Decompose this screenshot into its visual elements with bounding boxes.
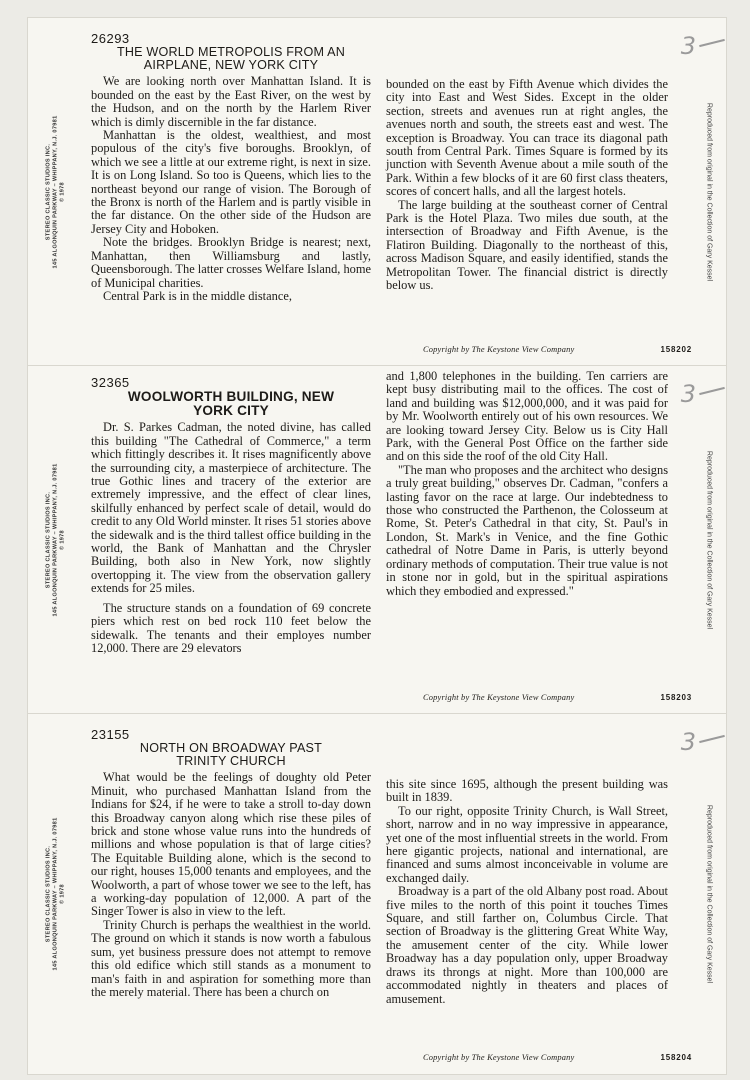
title-line: WOOLWORTH BUILDING, NEW [127, 389, 335, 405]
left-column [91, 376, 371, 655]
title-line: TRINITY CHURCH [176, 754, 286, 769]
paragraph: and 1,800 telephones in the building. Ten carriers are kept busy distributing mail to the offices. The cost of land and building was $12,000,000, and it was paid for by Mr. Woolworth entirely out of his own resources. We are looking toward Jersey City. Below us is City Hall Park, with the General Post Office on the farther side and on this side the roof of the old City Hall. [386, 369, 668, 464]
card-number: 26293 [91, 31, 130, 46]
reproduced-text: Reproduced from original in the Collection of Gary Kessel [705, 450, 713, 630]
title-line: AIRPLANE, NEW YORK CITY [143, 58, 319, 73]
paragraph: Trinity Church is perhaps the wealthiest in the world. The ground on which it stands is now worth a fabulous sum, yet business pressure does not attempt to remove this old edifice which still stands as a monument to man's faith in and aspiration for something more than the merely material. There has been a church on [91, 917, 371, 999]
card-title [91, 742, 371, 768]
title-line: YORK CITY [193, 403, 269, 419]
stereo-card-3 [28, 714, 726, 1074]
right-column [386, 778, 668, 1006]
paragraph: To our right, opposite Trinity Church, is Wall Street, short, narrow and in no way impressive in appearance, yet one of the most influential streets in the world. From here gigantic projects, national and international, are financed and sums almost inconceivable in volume are exchanged daily. [386, 803, 668, 885]
left-column [91, 728, 371, 999]
card-title [91, 46, 371, 72]
publisher-year: © 1978 [59, 884, 66, 904]
card-number: 23155 [91, 727, 130, 742]
paragraph: The large building at the southeast corner of Central Park is the Hotel Plaza. Two miles due south, at the intersection of Broadway and Fifth Avenue, is the Flatiron Building. Diagonally to the northeast of this, across Madison Square, and easily identified, stands the Metropolitan Tower. The financial district is directly below us. [386, 197, 668, 293]
publisher-address: 145 ALGONQUIN PARKWAY – WHIPPANY, N.J. 07981 [52, 817, 59, 971]
publisher-imprint [32, 18, 80, 366]
pencil-mark: 3 [680, 380, 696, 408]
right-column [386, 78, 668, 293]
paragraph: Broadway is a part of the old Albany post road. About five miles to the north of this point it touches Times Square, and still farther on, Columbus Circle. That section of Broadway is the glittering Great White Way, the amusement center of the city. While lower Broadway has a day population only, upper Broadway draws its throngs at night. More than 100,000 are accommodated nightly in theaters and places of amusement. [386, 884, 668, 1006]
card-footer [423, 345, 692, 354]
paragraph: Dr. S. Parkes Cadman, the noted divine, has called this building "The Cathedral of Commerce," a term which fittingly describes it. It rises magnificently above the surrounding city, a masterpiece of architecture. The true Gothic lines and tracery of the exterior are extremely impressive, and the effect of clear lines, skilfully enhanced by perfect scale of detail, would do credit to any Old World minster. It rises 51 stories above the sidewalk and is the third tallest office building in the world, the Bank of Manhattan and the Chrysler Building, both also in New York, now slightly overtopping it. The view from the observation gallery extends for 25 miles. [91, 420, 371, 596]
pencil-mark: 3 [680, 728, 696, 756]
paragraph: The structure stands on a foundation of 69 concrete piers which rest on bed rock 110 feet below the sidewalk. The tenants and their employes number 12,000. There are 29 elevators [91, 600, 371, 655]
paragraph: "The man who proposes and the architect who designs a truly great building," observes Dr. Cadman, "confers a lasting favor on the race at large. Our indebtedness to those who constructed the Parthenon, the Colosseum at Rome, St. Peter's Cathedral in that city, St. Paul's in London, St. Mark's in Venice, and the fine Gothic cathedral of Notre Dame in Paris, is utterly beyond ordinary methods of computation. Their true value is not in stone nor in gold, but in the spiritual aspirations which they embodied and expressed." [386, 462, 669, 598]
publisher-year: © 1978 [59, 182, 66, 202]
publisher-imprint [32, 714, 80, 1074]
reproduced-text: Reproduced from original in the Collection of Gary Kessel [705, 804, 713, 984]
catalog-code: 158203 [660, 693, 692, 702]
catalog-code: 158204 [660, 1053, 692, 1062]
copyright-line: Copyright by The Keystone View Company [423, 693, 575, 702]
reproduced-note [698, 366, 720, 714]
publisher-imprint [32, 366, 80, 714]
title-line: THE WORLD METROPOLIS FROM AN [116, 45, 346, 60]
publisher-name: STEREO CLASSIC STUDIOS INC. [45, 845, 52, 943]
title-line: NORTH ON BROADWAY PAST [139, 741, 323, 756]
card-footer [423, 693, 692, 702]
publisher-year: © 1978 [59, 530, 66, 550]
reproduced-text: Reproduced from original in the Collection of Gary Kessel [705, 102, 713, 282]
paragraph: this site since 1695, although the present building was built in 1839. [386, 777, 668, 805]
copyright-line: Copyright by The Keystone View Company [423, 1053, 575, 1062]
paragraph: bounded on the east by Fifth Avenue which divides the city into East and West Sides. Except in the older section, streets and avenues run at right angles, the avenues north and south, the streets east and west. The exception is Broadway. You can trace its diagonal path south from Central Park. Times Square is formed by its junction with Seventh Avenue about a mile south of the Park. Within a few blocks of it are 60 first class theaters, scores of concert halls, and all the largest hotels. [386, 77, 668, 199]
paragraph: Note the bridges. Brooklyn Bridge is nearest; next, Manhattan, then Williamsburg and lastly, Queensborough. The latter crosses Welfare Island, home of Municipal charities. [91, 235, 371, 290]
reproduced-note [698, 714, 720, 1074]
card-footer [423, 1053, 692, 1062]
stereo-card-2 [28, 366, 726, 714]
stereo-card-1 [28, 18, 726, 366]
paragraph: We are looking north over Manhattan Island. It is bounded on the east by the East River, on the west by the Hudson, and on the north by the Harlem River which is dimly discernible in the far distance. [91, 74, 371, 129]
left-column [91, 32, 371, 303]
card-title [91, 390, 371, 418]
publisher-address: 145 ALGONQUIN PARKWAY – WHIPPANY, N.J. 07981 [52, 115, 59, 269]
publisher-address: 145 ALGONQUIN PARKWAY – WHIPPANY, N.J. 07981 [52, 463, 59, 617]
paragraph: Central Park is in the middle distance, [103, 288, 292, 303]
card-number: 32365 [91, 375, 130, 390]
publisher-name: STEREO CLASSIC STUDIOS INC. [45, 491, 52, 589]
publisher-name: STEREO CLASSIC STUDIOS INC. [45, 143, 52, 241]
copyright-line: Copyright by The Keystone View Company [423, 345, 575, 354]
paragraph: Manhattan is the oldest, wealthiest, and most populous of the city's five boroughs. Brooklyn, of which we see a little at our extreme right, is next in size. It is on Long Island. So too is Queens, which lies to the northeast beyond our range of vision. The Borough of the Bronx is north of the Harlem and is partly visible in the far distance. On the other side of the Hudson are Jersey City and Hoboken. [91, 128, 371, 236]
reproduced-note [698, 18, 720, 366]
catalog-code: 158202 [660, 345, 692, 354]
right-column [386, 370, 668, 598]
paragraph: What would be the feelings of doughty old Peter Minuit, who purchased Manhattan Island from the Indians for $24, if he were to take a stroll to-day down this Broadway canyon along which rise these piles of brick and stone whose value runs into the hundreds of millions and whose population is that of large cities? The Equitable Building alone, which is the second to our right, houses 15,000 tenants and employees, and the Woolworth, a part of whose tower we see to the left, has a working-day population of 12,000. A part of the Singer Tower is also in view to the left. [91, 770, 371, 919]
pencil-mark: 3 [680, 32, 696, 60]
